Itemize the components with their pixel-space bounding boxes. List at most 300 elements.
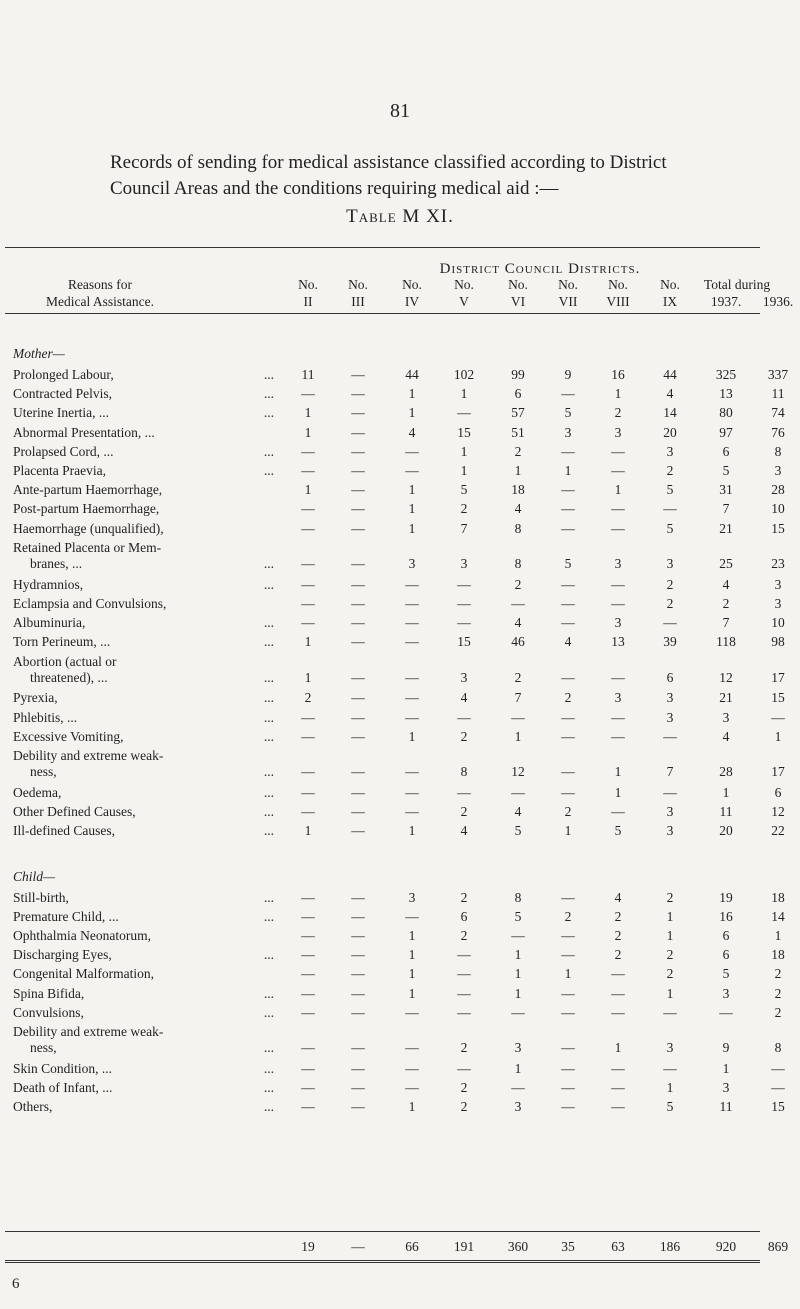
table-cell: 2 xyxy=(460,1080,468,1095)
table-cell: 1 xyxy=(304,823,312,839)
table-cell: 3 xyxy=(666,823,674,839)
table-cell: 6 xyxy=(514,386,522,402)
table-cell: 18 xyxy=(771,889,785,905)
table-cell: 1 xyxy=(514,947,522,963)
row-label-continued: ness, xyxy=(30,764,57,779)
table-cell: 44 xyxy=(663,367,677,382)
table-cell: — xyxy=(561,443,575,459)
table-cell: — xyxy=(561,1004,575,1020)
table-cell: 28 xyxy=(719,764,733,779)
table-cell: — xyxy=(663,784,677,800)
table-cell: 3 xyxy=(666,690,674,706)
column-header-district: IV xyxy=(404,294,420,309)
table-cell: — xyxy=(457,947,471,963)
table-cell: 3 xyxy=(564,424,572,440)
table-cell: 7 xyxy=(666,764,674,779)
leader-dots: ... xyxy=(263,634,274,650)
table-cell: 7 xyxy=(722,615,730,631)
table-cell: — xyxy=(301,889,315,905)
table-cell: — xyxy=(561,1099,575,1115)
table-cell: — xyxy=(457,985,471,1001)
table-cell: 4 xyxy=(460,823,468,839)
table-cell: — xyxy=(611,709,625,725)
table-cell: 18 xyxy=(771,947,785,963)
table-cell: — xyxy=(611,1004,625,1020)
row-label: Abnormal Presentation, ... xyxy=(13,424,155,440)
table-cell: 4 xyxy=(460,690,468,706)
table-cell: 3 xyxy=(722,1080,730,1095)
total-cell: 360 xyxy=(507,1239,529,1254)
leader-dots: ... xyxy=(263,1039,274,1055)
table-cell: — xyxy=(351,1080,365,1095)
intro-text: Records of sending for medical assistance classified according to District Council Areas and the conditions requiring medical aid :— xyxy=(110,152,667,199)
table-cell: 4 xyxy=(666,386,674,402)
table-cell: 3 xyxy=(666,1039,674,1055)
leader-dots: ... xyxy=(263,823,274,839)
table-cell: — xyxy=(611,501,625,517)
leader-dots: ... xyxy=(263,728,274,744)
row-label: Death of Infant, ... xyxy=(13,1080,113,1095)
table-cell: 13 xyxy=(719,386,733,402)
row-label: Others, xyxy=(13,1099,53,1115)
table-cell: — xyxy=(301,520,315,536)
table-cell: — xyxy=(405,1039,419,1055)
table-cell: — xyxy=(611,804,625,820)
total-cell: 869 xyxy=(767,1239,789,1254)
table-cell: 4 xyxy=(408,424,416,440)
table-cell: — xyxy=(771,1060,785,1076)
table-cell: 2 xyxy=(460,728,468,744)
table-cell: 1 xyxy=(666,908,674,924)
table-cell: — xyxy=(351,1099,365,1115)
table-cell: 3 xyxy=(460,669,468,685)
table-row xyxy=(0,785,800,804)
leader-dots: ... xyxy=(263,784,274,800)
table-cell: 3 xyxy=(774,463,782,478)
table-cell: — xyxy=(301,1060,315,1076)
table-cell: — xyxy=(611,1060,625,1076)
table-cell: 2 xyxy=(564,908,572,924)
table-cell: 337 xyxy=(767,367,789,382)
table-cell: 2 xyxy=(460,501,468,517)
table-cell: 1 xyxy=(408,386,416,402)
table-cell: 1 xyxy=(564,823,572,839)
table-cell: — xyxy=(351,501,365,517)
table-cell: — xyxy=(561,595,575,611)
table-cell: — xyxy=(301,501,315,517)
table-cell: 6 xyxy=(774,784,782,800)
table-row xyxy=(0,909,800,928)
table-cell: — xyxy=(561,889,575,905)
table-cell: — xyxy=(457,709,471,725)
table-cell: — xyxy=(663,1004,677,1020)
table-cell: 5 xyxy=(514,908,522,924)
table-row xyxy=(0,634,800,653)
table-cell: — xyxy=(561,1039,575,1055)
table-cell: 2 xyxy=(514,669,522,685)
leader-dots: ... xyxy=(263,463,274,478)
table-cell: 2 xyxy=(666,576,674,592)
row-label: Ophthalmia Neonatorum, xyxy=(13,927,151,943)
table-cell: — xyxy=(351,690,365,706)
table-cell: 46 xyxy=(511,634,525,650)
table-cell: 2 xyxy=(614,908,622,924)
table-cell: — xyxy=(405,764,419,779)
table-title: Table M XI. xyxy=(346,206,454,227)
table-cell: — xyxy=(351,576,365,592)
table-cell: 31 xyxy=(719,482,733,498)
table-cell: — xyxy=(511,784,525,800)
table-cell: — xyxy=(771,1080,785,1095)
row-label-continued: threatened), ... xyxy=(30,669,108,685)
table-cell: 1 xyxy=(408,405,416,421)
table-cell: 7 xyxy=(722,501,730,517)
table-cell: — xyxy=(611,1099,625,1115)
table-cell: 102 xyxy=(453,367,475,382)
leader-dots: ... xyxy=(263,555,274,571)
column-header-year: 1937. xyxy=(710,294,742,309)
table-cell: 1 xyxy=(666,1080,674,1095)
table-cell: — xyxy=(561,1080,575,1095)
column-header-no: No. xyxy=(660,277,680,292)
page-number: 81 xyxy=(390,100,410,122)
table-cell: — xyxy=(301,1004,315,1020)
table-cell: — xyxy=(511,1004,525,1020)
column-header-no: No. xyxy=(348,277,368,292)
table-cell: 11 xyxy=(301,367,315,382)
table-cell: 44 xyxy=(405,367,419,382)
table-cell: 1 xyxy=(514,463,522,478)
leader-dots: ... xyxy=(263,1060,274,1076)
table-cell: 18 xyxy=(511,482,525,498)
column-header-district: III xyxy=(351,294,365,309)
table-cell: 10 xyxy=(771,501,785,517)
table-cell: — xyxy=(301,1080,315,1095)
table-cell: 3 xyxy=(408,555,416,571)
table-cell: 1 xyxy=(666,927,674,943)
table-cell: 1 xyxy=(666,985,674,1001)
table-cell: 4 xyxy=(722,576,730,592)
table-cell: 2 xyxy=(460,1039,468,1055)
child-section-title: Child— xyxy=(13,868,56,884)
table-cell: — xyxy=(611,669,625,685)
table-cell: — xyxy=(351,520,365,536)
row-label: Debility and extreme weak- xyxy=(13,1023,164,1039)
table-cell: 2 xyxy=(614,947,622,963)
row-label: Uterine Inertia, ... xyxy=(13,405,109,421)
total-cell: 920 xyxy=(715,1239,737,1254)
table-cell: 1 xyxy=(460,443,468,459)
table-cell: — xyxy=(351,386,365,402)
row-label: Placenta Praevia, xyxy=(13,463,106,478)
table-cell: 20 xyxy=(663,424,677,440)
table-cell: — xyxy=(301,728,315,744)
column-header-no: No. xyxy=(298,277,318,292)
table-cell: 1 xyxy=(614,1039,622,1055)
total-cell: — xyxy=(351,1239,365,1254)
table-cell: 8 xyxy=(514,520,522,536)
table-cell: — xyxy=(611,595,625,611)
table-cell: — xyxy=(561,576,575,592)
table-row xyxy=(0,1024,800,1062)
table-cell: — xyxy=(351,709,365,725)
leader-dots: ... xyxy=(263,1004,274,1020)
table-cell: — xyxy=(405,443,419,459)
table-cell: 1 xyxy=(564,463,572,478)
table-cell: 2 xyxy=(666,947,674,963)
table-cell: 2 xyxy=(304,690,312,706)
table-cell: — xyxy=(457,1004,471,1020)
table-cell: — xyxy=(457,405,471,421)
table-cell: 2 xyxy=(666,463,674,478)
table-cell: — xyxy=(611,443,625,459)
table-row xyxy=(0,521,800,540)
table-row xyxy=(0,986,800,1005)
row-label: Hydramnios, xyxy=(13,576,84,592)
table-cell: — xyxy=(351,367,365,382)
table-cell: 14 xyxy=(771,908,785,924)
leader-dots: ... xyxy=(263,405,274,421)
table-cell: — xyxy=(457,1060,471,1076)
table-cell: — xyxy=(351,595,365,611)
table-cell: 4 xyxy=(564,634,572,650)
table-cell: — xyxy=(511,709,525,725)
totals-bottom-rule xyxy=(5,1260,760,1263)
table-row xyxy=(0,748,800,786)
table-cell: 28 xyxy=(771,482,785,498)
table-cell: 17 xyxy=(771,764,785,779)
table-cell: — xyxy=(301,1039,315,1055)
table-cell: 1 xyxy=(408,501,416,517)
table-cell: 2 xyxy=(666,966,674,982)
table-cell: — xyxy=(457,576,471,592)
table-cell: — xyxy=(301,947,315,963)
table-cell: 8 xyxy=(774,1039,782,1055)
leader-dots: ... xyxy=(263,367,274,382)
table-cell: — xyxy=(561,764,575,779)
table-cell: 2 xyxy=(460,889,468,905)
table-cell: — xyxy=(351,966,365,982)
row-label: Torn Perineum, ... xyxy=(13,634,111,650)
table-cell: 2 xyxy=(774,966,782,982)
table-row xyxy=(0,482,800,501)
table-cell: — xyxy=(719,1004,733,1020)
table-cell: 1 xyxy=(460,386,468,402)
table-cell: 1 xyxy=(564,966,572,982)
table-cell: 23 xyxy=(771,555,785,571)
table-cell: — xyxy=(561,615,575,631)
table-cell: 22 xyxy=(771,823,785,839)
table-row xyxy=(0,444,800,463)
table-cell: 15 xyxy=(771,1099,785,1115)
table-cell: 4 xyxy=(614,889,622,905)
table-cell: — xyxy=(561,985,575,1001)
table-cell: — xyxy=(561,709,575,725)
table-cell: 8 xyxy=(514,889,522,905)
table-cell: — xyxy=(405,709,419,725)
leader-dots: ... xyxy=(263,386,274,402)
table-cell: 13 xyxy=(611,634,625,650)
column-header-district: VII xyxy=(558,294,578,309)
table-cell: 2 xyxy=(722,595,730,611)
table-cell: 16 xyxy=(719,908,733,924)
table-row xyxy=(0,615,800,634)
table-cell: 3 xyxy=(408,889,416,905)
table-cell: — xyxy=(511,595,525,611)
table-cell: — xyxy=(301,595,315,611)
table-row xyxy=(0,501,800,520)
table-row xyxy=(0,596,800,615)
table-cell: 15 xyxy=(457,424,471,440)
footer-number: 6 xyxy=(12,1276,20,1292)
table-cell: 1 xyxy=(614,764,622,779)
table-cell: 2 xyxy=(564,690,572,706)
leader-dots: ... xyxy=(263,1080,274,1095)
table-cell: 10 xyxy=(771,615,785,631)
table-cell: 3 xyxy=(774,595,782,611)
table-cell: 1 xyxy=(304,482,312,498)
total-cell: 186 xyxy=(659,1239,681,1254)
leader-dots: ... xyxy=(263,669,274,685)
table-cell: 1 xyxy=(408,947,416,963)
leader-dots: ... xyxy=(263,709,274,725)
table-cell: — xyxy=(301,784,315,800)
table-cell: — xyxy=(405,463,419,478)
column-header-district: IX xyxy=(662,294,678,309)
table-cell: 57 xyxy=(511,405,525,421)
table-cell: 5 xyxy=(666,520,674,536)
table-cell: 3 xyxy=(666,804,674,820)
table-cell: 2 xyxy=(514,443,522,459)
table-cell: 1 xyxy=(614,386,622,402)
table-cell: 12 xyxy=(511,764,525,779)
table-row xyxy=(0,386,800,405)
row-label: Phlebitis, ... xyxy=(13,709,78,725)
table-cell: 21 xyxy=(719,520,733,536)
table-cell: — xyxy=(301,1099,315,1115)
mother-section-title: Mother— xyxy=(13,346,65,361)
table-cell: — xyxy=(405,1004,419,1020)
table-cell: 1 xyxy=(614,784,622,800)
reasons-header-1: Reasons for xyxy=(67,277,133,292)
leader-dots: ... xyxy=(263,764,274,779)
table-cell: — xyxy=(301,463,315,478)
table-cell: 1 xyxy=(774,728,782,744)
table-row xyxy=(0,823,800,842)
table-row xyxy=(0,577,800,596)
table-cell: 3 xyxy=(514,1099,522,1115)
table-cell: 1 xyxy=(722,784,730,800)
totals-top-rule xyxy=(5,1231,760,1232)
table-cell: — xyxy=(301,985,315,1001)
table-cell: — xyxy=(611,985,625,1001)
table-cell: 6 xyxy=(666,669,674,685)
table-cell: — xyxy=(405,634,419,650)
row-label: Albuminuria, xyxy=(13,615,86,631)
table-cell: 76 xyxy=(771,424,785,440)
table-cell: 11 xyxy=(719,1099,733,1115)
table-cell: — xyxy=(561,482,575,498)
table-row xyxy=(0,1061,800,1080)
table-cell: — xyxy=(301,709,315,725)
total-cell: 35 xyxy=(561,1239,575,1254)
table-cell: 1 xyxy=(514,985,522,1001)
table-cell: 5 xyxy=(666,1099,674,1115)
table-cell: 6 xyxy=(460,908,468,924)
table-cell: 2 xyxy=(460,804,468,820)
table-cell: — xyxy=(301,966,315,982)
table-cell: — xyxy=(351,1039,365,1055)
row-label-continued: ness, xyxy=(30,1039,57,1055)
table-cell: 51 xyxy=(511,424,525,440)
row-label: Discharging Eyes, xyxy=(13,947,112,963)
table-cell: 3 xyxy=(614,555,622,571)
table-cell: — xyxy=(405,669,419,685)
table-cell: — xyxy=(351,443,365,459)
table-cell: — xyxy=(301,764,315,779)
table-cell: 97 xyxy=(719,424,733,440)
table-row xyxy=(0,540,800,578)
table-cell: — xyxy=(561,947,575,963)
table-cell: 1 xyxy=(408,966,416,982)
table-cell: 9 xyxy=(564,367,572,382)
table-cell: — xyxy=(405,908,419,924)
row-label: Haemorrhage (unqualified), xyxy=(13,520,164,536)
table-cell: — xyxy=(611,1080,625,1095)
table-cell: — xyxy=(301,615,315,631)
row-label: Abortion (actual or xyxy=(13,653,117,669)
table-cell: — xyxy=(561,501,575,517)
table-cell: — xyxy=(561,669,575,685)
table-cell: — xyxy=(457,784,471,800)
table-cell: 5 xyxy=(722,463,730,478)
leader-dots: ... xyxy=(263,443,274,459)
table-cell: 5 xyxy=(666,482,674,498)
table-cell: — xyxy=(301,927,315,943)
table-cell: — xyxy=(663,728,677,744)
table-cell: — xyxy=(405,1060,419,1076)
row-label: Retained Placenta or Mem- xyxy=(13,539,162,555)
table-cell: — xyxy=(351,804,365,820)
table-cell: — xyxy=(301,555,315,571)
row-label: Spina Bifida, xyxy=(13,985,85,1001)
table-cell: 325 xyxy=(715,367,737,382)
column-header-district: VI xyxy=(510,294,526,309)
table-cell: 6 xyxy=(722,947,730,963)
row-label-continued: branes, ... xyxy=(30,555,83,571)
table-cell: 1 xyxy=(722,1060,730,1076)
table-cell: — xyxy=(561,927,575,943)
table-cell: 1 xyxy=(614,482,622,498)
column-header-no: No. xyxy=(454,277,474,292)
total-cell: 66 xyxy=(405,1239,419,1254)
table-cell: 4 xyxy=(514,615,522,631)
table-cell: 5 xyxy=(514,823,522,839)
table-cell: — xyxy=(457,615,471,631)
column-header-no: No. xyxy=(402,277,422,292)
table-cell: 1 xyxy=(460,463,468,478)
top-rule xyxy=(5,247,760,248)
leader-dots: ... xyxy=(263,908,274,924)
table-cell: 11 xyxy=(719,804,733,820)
table-cell: 3 xyxy=(774,576,782,592)
table-cell: — xyxy=(405,595,419,611)
reasons-header-2: Medical Assistance. xyxy=(46,294,154,309)
column-header-year: 1936. xyxy=(762,294,794,309)
table-cell: 6 xyxy=(722,443,730,459)
table-cell: — xyxy=(405,804,419,820)
table-row xyxy=(0,947,800,966)
